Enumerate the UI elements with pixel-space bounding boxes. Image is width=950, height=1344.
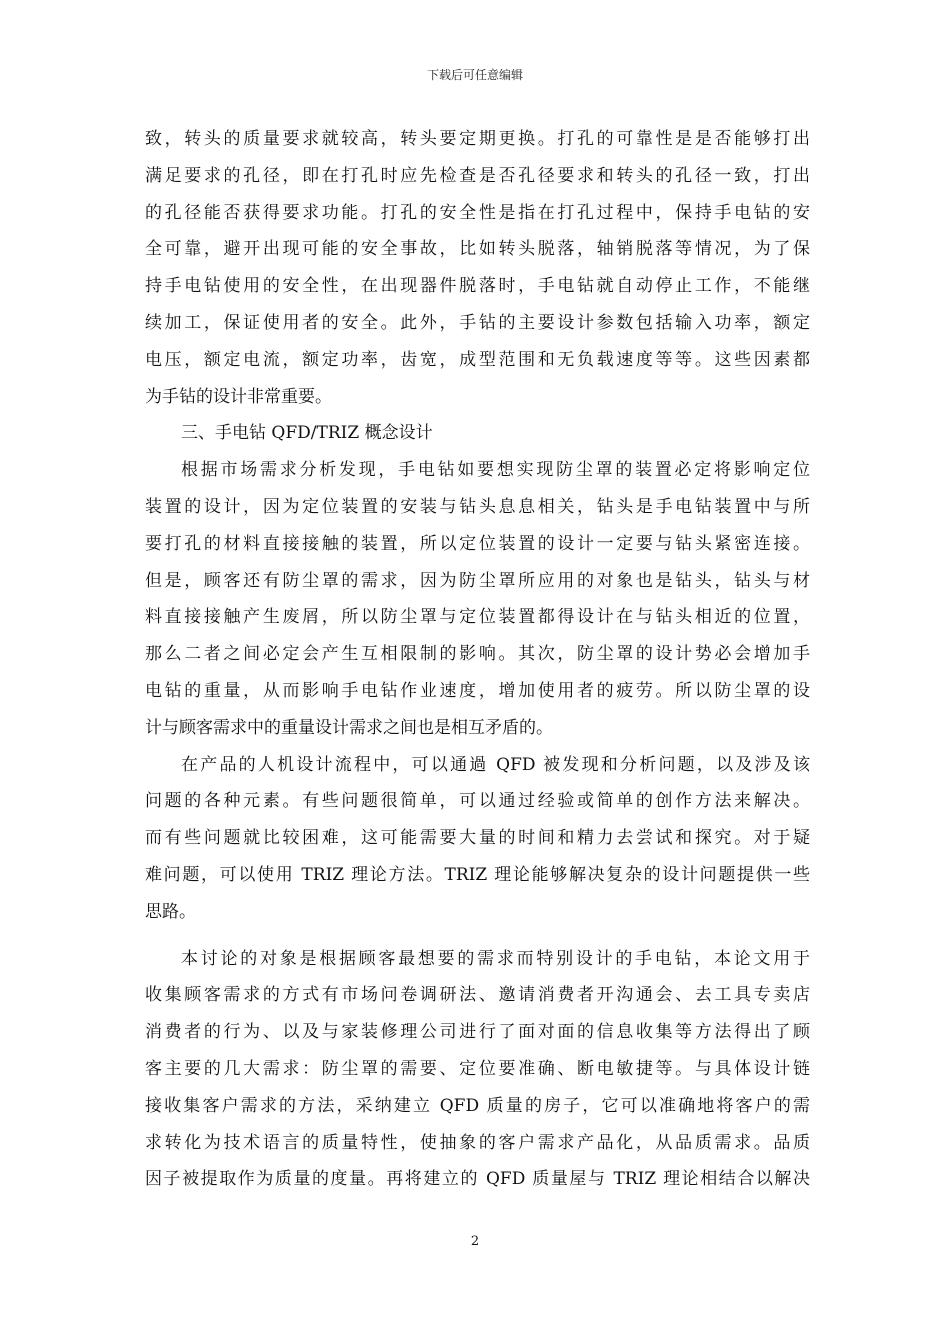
body-line: 持手电钻使用的安全性，在出现器件脱落时，手电钻就自动停止工作，不能继 bbox=[145, 276, 810, 297]
body-line: 消费者的行为、以及与家装修理公司进行了面对面的信息收集等方法得出了顾 bbox=[145, 1022, 810, 1043]
body-line: 全可靠，避开出现可能的安全事故，比如转头脱落，轴销脱落等情况，为了保 bbox=[145, 239, 810, 260]
document-body bbox=[145, 121, 810, 1198]
body-line: 问题的各种元素。有些问题很简单，可以通过经验或简单的创作方法来解决。 bbox=[145, 791, 810, 812]
body-line: 本讨论的对象是根据顾客最想要的需求而特别设计的手电钻，本论文用于 bbox=[181, 948, 810, 969]
body-line: 根据市场需求分析发现，手电钻如要想实现防尘罩的装置必定将影响定位 bbox=[181, 460, 810, 481]
body-line: 装置的设计，因为定位装置的安装与钻头息息相关，钻头是手电钻装置中与所 bbox=[145, 496, 810, 517]
body-line: 料直接接触产生废屑，所以防尘罩与定位装置都得设计在与钻头相近的位置， bbox=[145, 607, 810, 628]
body-line: 在产品的人机设计流程中，可以通過 QFD 被发现和分析问题，以及涉及该 bbox=[181, 754, 810, 775]
body-line: 电钻的重量，从而影响手电钻作业速度，增加使用者的疲劳。所以防尘罩的设 bbox=[145, 680, 810, 701]
body-line: 客主要的几大需求：防尘罩的需要、定位要准确、断电敏捷等。与具体设计链 bbox=[145, 1058, 810, 1079]
body-line: 的孔径能否获得要求功能。打孔的安全性是指在打孔过程中，保持手电钻的安 bbox=[145, 202, 810, 223]
body-line: 思路。 bbox=[145, 901, 196, 922]
body-line: 计与顾客需求中的重量设计需求之间也是相互矛盾的。 bbox=[145, 717, 553, 738]
page-header-note: 下载后可任意编辑 bbox=[426, 68, 523, 82]
body-line: 求转化为技术语言的质量特性，使抽象的客户需求产品化，从品质需求。品质 bbox=[145, 1132, 810, 1153]
body-line: 收集顾客需求的方式有市场问卷调研法、邀请消费者开沟通会、去工具专卖店 bbox=[145, 985, 810, 1006]
body-line: 致，转头的质量要求就较高，转头要定期更换。打孔的可靠性是是否能够打出 bbox=[145, 129, 810, 149]
body-line: 那么二者之间必定会产生互相限制的影响。其次，防尘罩的设计势必会增加手 bbox=[145, 644, 810, 665]
body-line: 满足要求的孔径，即在打孔时应先检查是否孔径要求和转头的孔径一致，打出 bbox=[145, 165, 810, 186]
body-line: 但是，顾客还有防尘罩的需求，因为防尘罩所应用的对象也是钻头，钻头与材 bbox=[145, 570, 810, 591]
body-line: 因子被提取作为质量的度量。再将建立的 QFD 质量屋与 TRIZ 理论相结合以解决 bbox=[145, 1169, 810, 1190]
paragraph-spacer bbox=[145, 931, 810, 941]
body-line: 难问题，可以使用 TRIZ 理论方法。TRIZ 理论能够解决复杂的设计问题提供一些 bbox=[145, 864, 810, 885]
page-number: 2 bbox=[470, 1234, 480, 1249]
body-line: 续加工，保证使用者的安全。此外，手钻的主要设计参数包括输入功率，额定 bbox=[145, 312, 810, 333]
body-line: 电压，额定电流，额定功率，齿宽，成型范围和无负载速度等等。这些因素都 bbox=[145, 349, 810, 370]
body-line: 为手钻的设计非常重要。 bbox=[145, 386, 332, 407]
section-heading: 三、手电钻 QFD/TRIZ 概念设计 bbox=[181, 423, 433, 444]
body-line: 要打孔的材料直接接触的装置，所以定位装置的设计一定要与钻头紧密连接。 bbox=[145, 533, 810, 554]
body-line: 接收集客户需求的方法，采纳建立 QFD 质量的房子，它可以准确地将客户的需 bbox=[145, 1095, 810, 1116]
body-line: 而有些问题就比较困难，这可能需要大量的时间和精力去尝试和探究。对于疑 bbox=[145, 828, 810, 849]
